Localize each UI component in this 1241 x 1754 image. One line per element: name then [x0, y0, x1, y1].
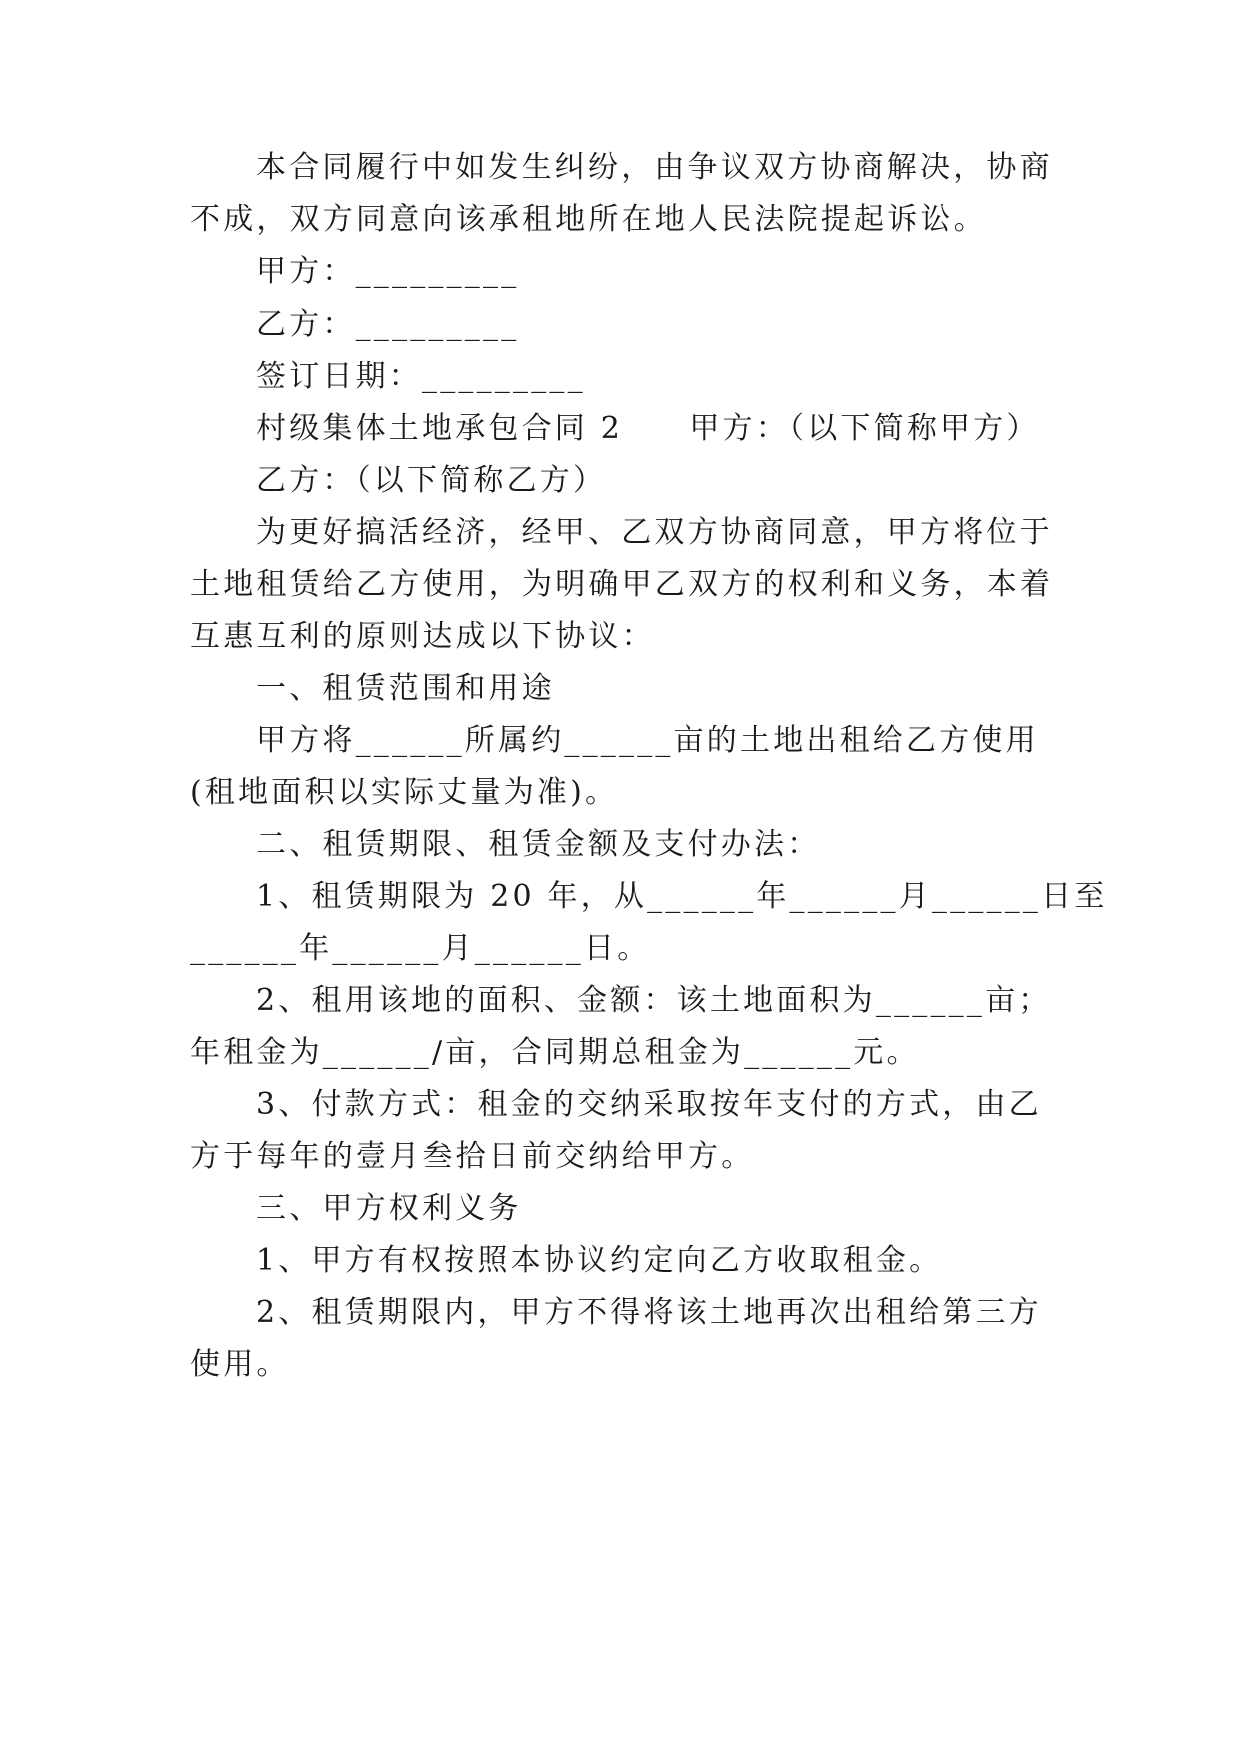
preamble-line-2: 土地租赁给乙方使用，为明确甲乙双方的权利和义务，本着	[190, 567, 1054, 602]
party-b-definition-line: 乙方：（以下简称乙方）	[256, 463, 607, 498]
clause-2-2-line-2: 年租金为______/亩，合同期总租金为______元。	[190, 1035, 920, 1070]
section-1-heading: 一、租赁范围和用途	[256, 671, 555, 706]
contract-2-title-line: 村级集体土地承包合同 2 甲方：（以下简称甲方）	[256, 411, 1040, 446]
section-1-line-2: (租地面积以实际丈量为准)。	[190, 775, 619, 810]
clause-3-2-line-2: 使用。	[190, 1347, 290, 1382]
section-2-heading: 二、租赁期限、租赁金额及支付办法：	[256, 827, 821, 862]
signing-date-line: 签订日期：_________	[256, 359, 586, 394]
section-3-heading: 三、甲方权利义务	[256, 1191, 522, 1226]
party-a-signature-line: 甲方：_________	[256, 254, 520, 289]
clause-2-1-line-1: 1、租赁期限为 20 年，从______年______月______日至	[256, 879, 1108, 914]
clause-2-3-line-1: 3、付款方式：租金的交纳采取按年支付的方式，由乙	[256, 1087, 1042, 1122]
party-b-signature-line: 乙方：_________	[256, 307, 520, 342]
paragraph-dispute-line-1: 本合同履行中如发生纠纷，由争议双方协商解决，协商	[256, 150, 1053, 185]
section-1-line-1: 甲方将______所属约______亩的土地出租给乙方使用	[256, 723, 1039, 758]
clause-3-1-line: 1、甲方有权按照本协议约定向乙方收取租金。	[256, 1243, 943, 1278]
clause-3-2-line-1: 2、租赁期限内，甲方不得将该土地再次出租给第三方	[256, 1295, 1042, 1330]
preamble-line-1: 为更好搞活经济，经甲、乙双方协商同意，甲方将位于	[256, 515, 1053, 550]
preamble-line-3: 互惠互利的原则达成以下协议：	[190, 619, 655, 654]
clause-2-2-line-1: 2、租用该地的面积、金额：该土地面积为______亩；	[256, 983, 1052, 1018]
clause-2-1-line-2: ______年______月______日。	[190, 931, 651, 966]
clause-2-3-line-2: 方于每年的壹月叁拾日前交纳给甲方。	[190, 1139, 755, 1174]
paragraph-dispute-line-2: 不成，双方同意向该承租地所在地人民法院提起诉讼。	[190, 202, 987, 237]
